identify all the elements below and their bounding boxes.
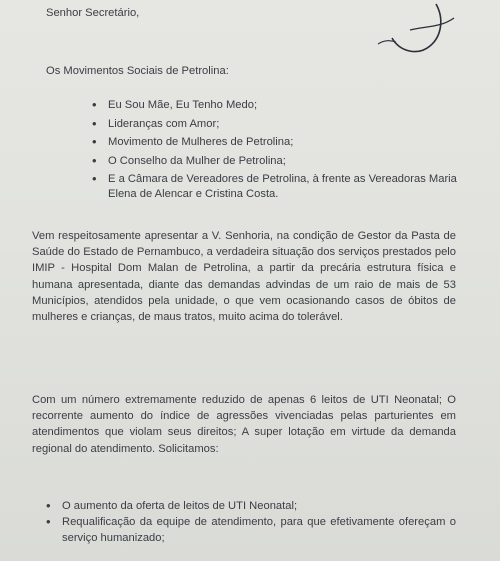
list-item: • O aumento da oferta de leitos de UTI Neonatal; xyxy=(46,498,456,514)
list-item: • Movimento de Mulheres de Petrolina; xyxy=(92,135,462,150)
requests-list xyxy=(46,498,456,547)
list-item: • Lideranças com Amor; xyxy=(92,117,462,132)
movements-list xyxy=(92,98,462,206)
body-paragraph-2: Com um número extremamente reduzido de apenas 6 leitos de UTI Neonatal; O recorrente aumento do índice de agressões vivenciadas pelas parturientes em atendimentos que violam seus direitos; A super lotação em virtude da demanda regional do atendimento. Solicitamos: xyxy=(32,394,456,455)
list-item: • O Conselho da Mulher de Petrolina; xyxy=(92,154,462,169)
list-item: • Requalificação da equipe de atendimento, para que efetivamente ofereçam o serviço humanizado; xyxy=(46,514,456,546)
body-paragraph-1: Vem respeitosamente apresentar a V. Senhoria, na condição de Gestor da Pasta de Saúde do Estado de Pernambuco, a verdadeira situação dos serviços prestados pelo IMIP - Hospital Dom Malan de Petrolina, a partir da precária estrutura física e humana apresentada, diante das demandas advindas de um raio de mais de 53 Municípios, atendidos pela unidade, o que vem ocasionando casos de óbitos de mulheres e crianças, de maus tratos, muito acima do tolerável. xyxy=(32,230,456,324)
list-item: • E a Câmara de Vereadores de Petrolina, à frente as Vereadoras Maria Elena de Alencar e Cristina Costa. xyxy=(92,172,462,201)
list-item: • Eu Sou Mãe, Eu Tenho Medo; xyxy=(92,98,462,113)
handwritten-signature xyxy=(370,0,500,60)
salutation: Senhor Secretário, xyxy=(46,7,140,19)
addressee-line: Os Movimentos Sociais de Petrolina: xyxy=(46,65,229,77)
